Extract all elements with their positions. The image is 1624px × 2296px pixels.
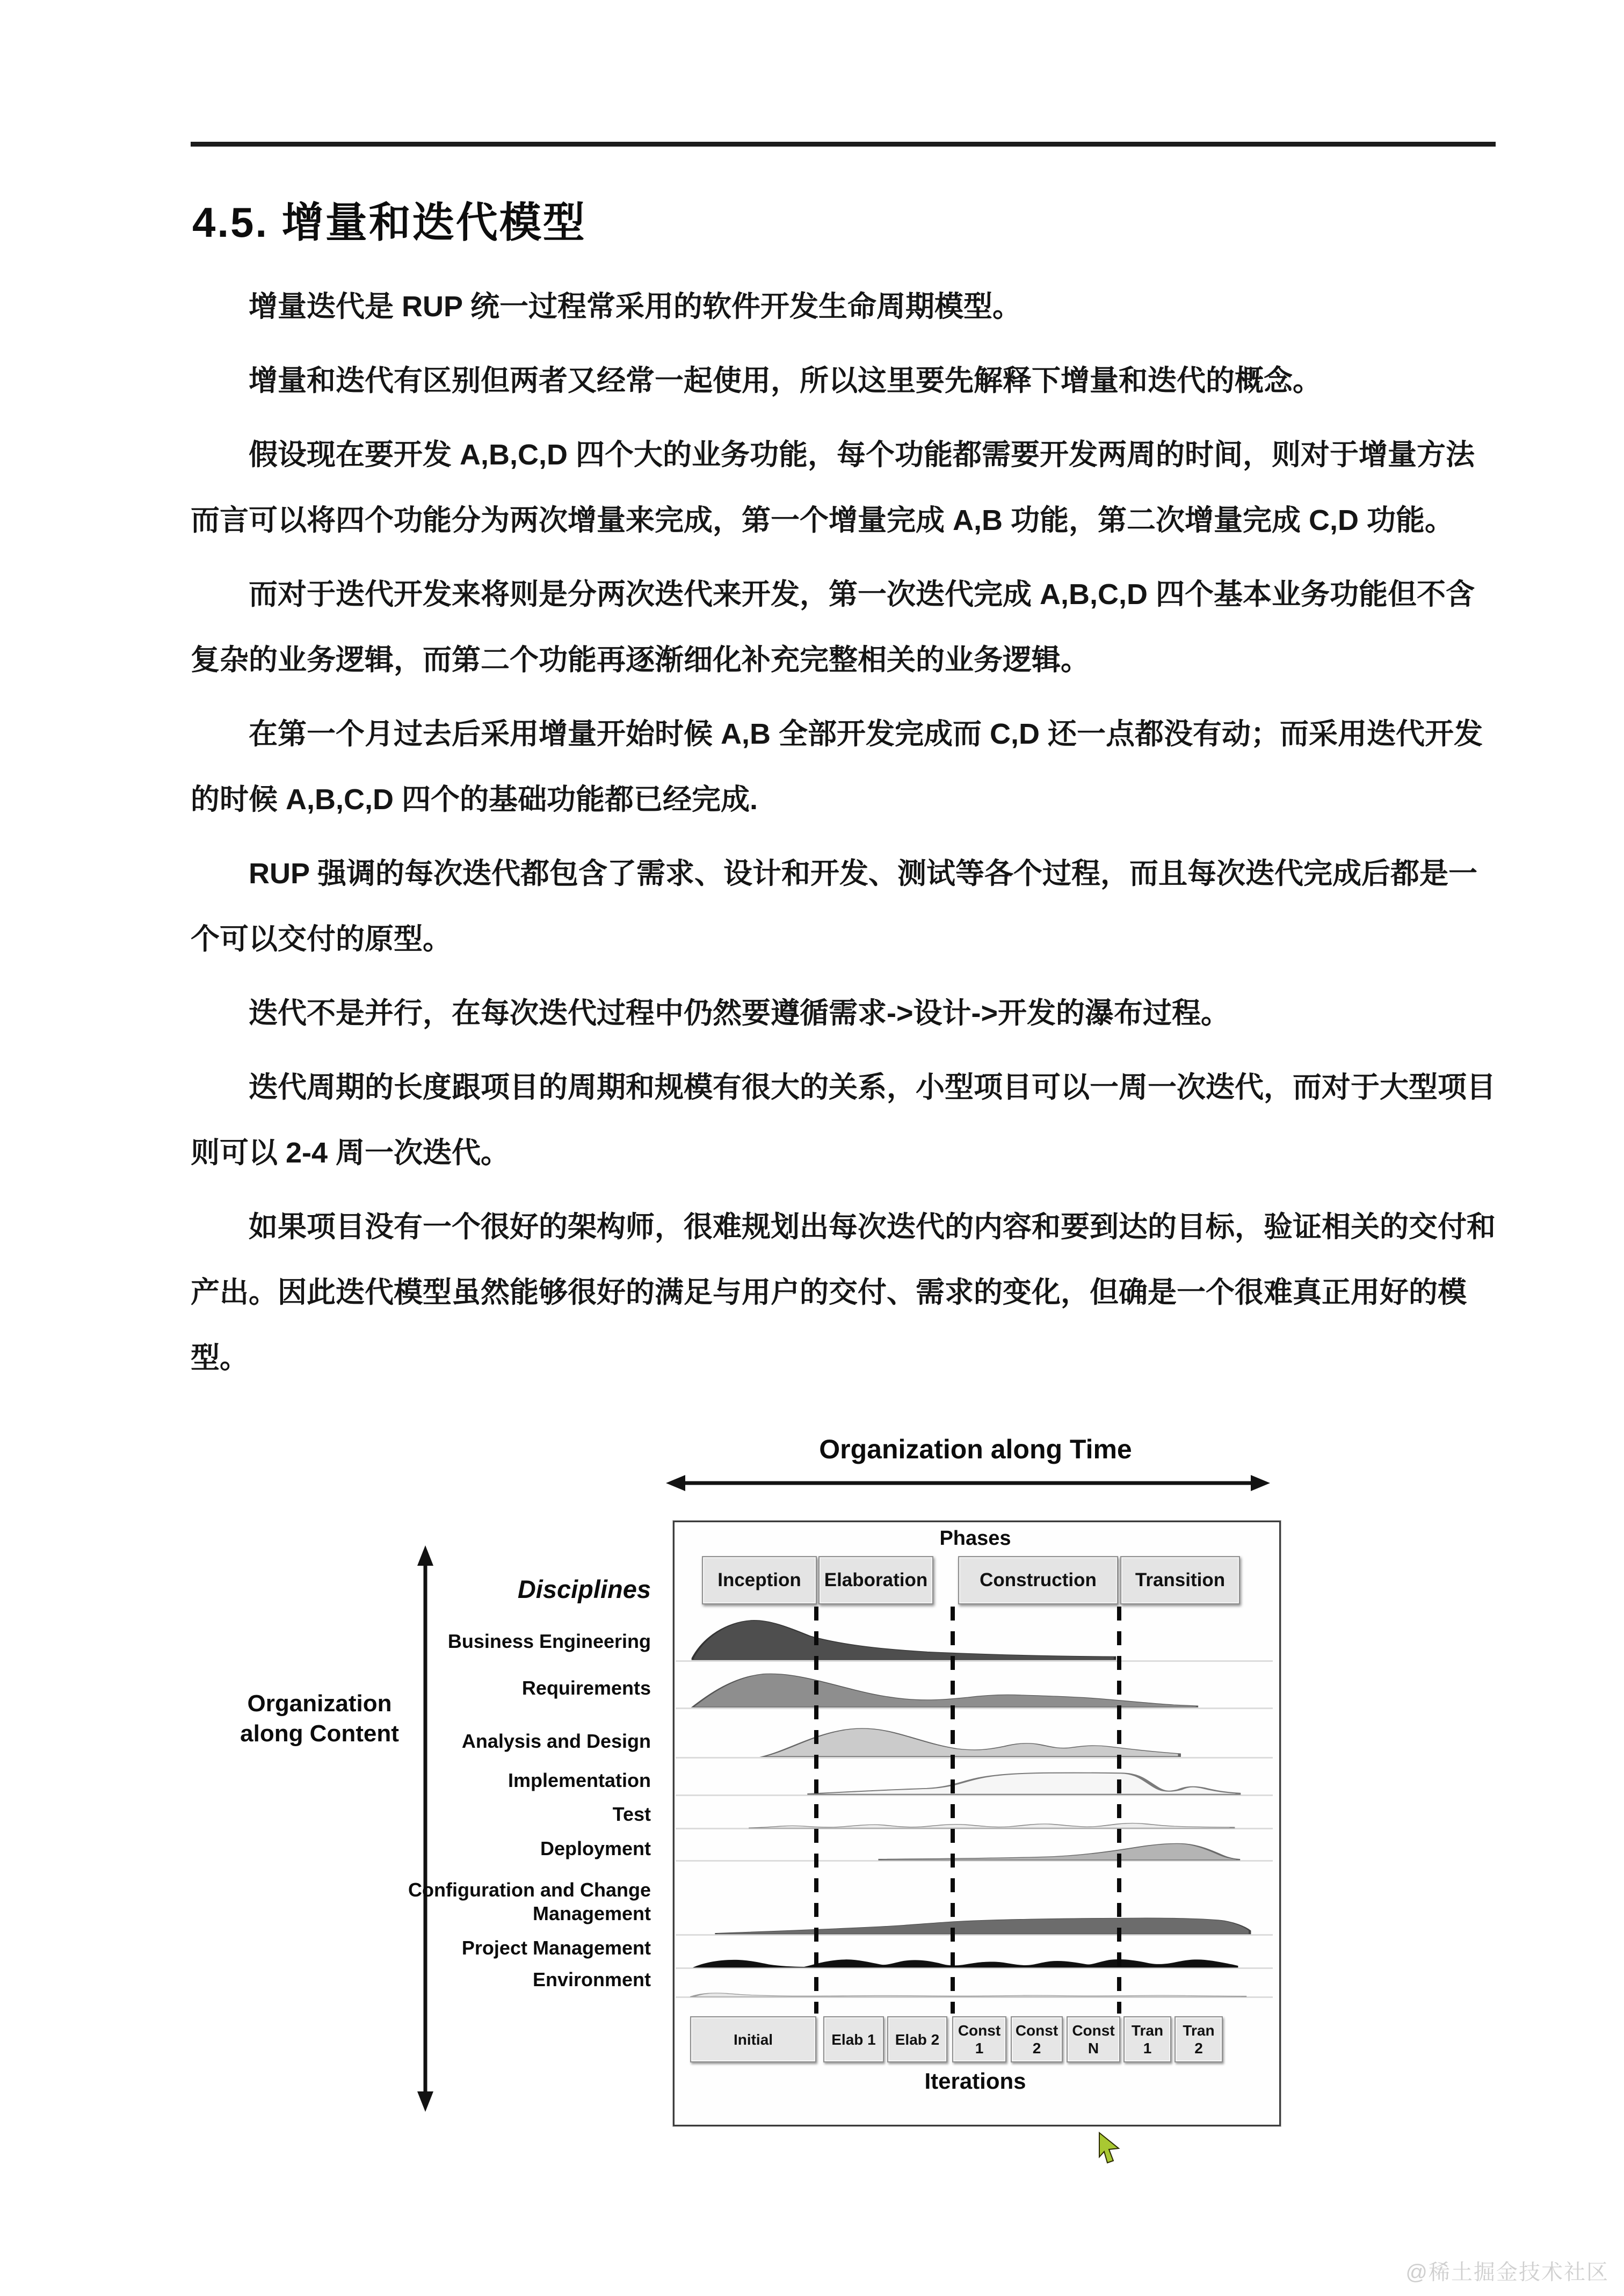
paragraph: 而对于迭代开发来将则是分两次迭代来开发，第一次迭代完成 A,B,C,D 四个基本业务功能但不含复杂的业务逻辑，而第二个功能再逐渐细化补充完整相关的业务逻辑。	[191, 578, 1475, 676]
rup-phases-figure	[0, 1418, 1624, 2180]
discipline-label-deployment: Deployment	[540, 1837, 651, 1859]
hump-analysis-and-design	[681, 1715, 1267, 1758]
phase-boundary-line	[1117, 1607, 1121, 2014]
phase-inception: Inception	[702, 1556, 817, 1604]
paragraph: 在第一个月过去后采用增量开始时候 A,B 全部开发完成而 C,D 还一点都没有动；而采用迭代开发的时候 A,B,C,D 四个的基础功能都已经完成.	[191, 718, 1483, 816]
paragraph: 迭代不是并行，在每次迭代过程中仍然要遵循需求->设计->开发的瀑布过程。	[249, 997, 1230, 1029]
iteration-tran-1: Tran 1	[1123, 2016, 1171, 2062]
paragraph: 增量和迭代有区别但两者又经常一起使用，所以这里要先解释下增量和迭代的概念。	[249, 365, 1322, 397]
iteration-const-n: Const N	[1067, 2016, 1120, 2062]
discipline-label-project-management: Project Management	[461, 1937, 651, 1959]
discipline-label-analysis-and-design: Analysis and Design	[461, 1730, 651, 1752]
iteration-initial: Initial	[690, 2016, 816, 2062]
hump-requirements	[681, 1663, 1267, 1709]
iteration-elab-2: Elab 2	[887, 2016, 947, 2062]
horizontal-double-arrow	[666, 1471, 1270, 1495]
header-rule	[191, 142, 1496, 147]
discipline-label-test: Test	[612, 1803, 651, 1825]
discipline-label-environment: Environment	[532, 1968, 651, 1990]
hump-implementation	[681, 1760, 1267, 1796]
iteration-const-2: Const 2	[1011, 2016, 1063, 2062]
phase-transition: Transition	[1120, 1556, 1240, 1604]
paragraph: 增量迭代是 RUP 统一过程常采用的软件开发生命周期模型。	[249, 290, 1022, 323]
discipline-label-business-engineering: Business Engineering	[447, 1630, 651, 1652]
body-text	[191, 274, 1496, 1399]
hump-deployment	[681, 1830, 1267, 1861]
iteration-elab-1: Elab 1	[823, 2016, 884, 2062]
site-watermark: @稀土掘金技术社区	[1405, 2261, 1609, 2284]
phase-boundary-line	[951, 1607, 955, 2014]
discipline-label-requirements: Requirements	[521, 1677, 651, 1699]
hump-environment	[681, 1977, 1267, 1997]
hump-business-engineering	[681, 1614, 1267, 1661]
paragraph: 如果项目没有一个很好的架构师，很难规划出每次迭代的内容和要到达的目标，验证相关的交付和产出。因此迭代模型虽然能够很好的满足与用户的交付、需求的变化，但确是一个很难真正用好的模型。	[191, 1211, 1496, 1374]
mouse-cursor-icon	[1097, 2132, 1122, 2165]
discipline-label-configuration-change-management: Configuration and Change Management	[408, 1879, 651, 1924]
iterations-title: Iterations	[924, 2068, 1026, 2094]
phase-boundary-line	[814, 1607, 818, 2014]
content-axis-title: Organization along Content	[240, 1690, 399, 1747]
phase-construction: Construction	[958, 1556, 1118, 1604]
iteration-const-1: Const 1	[952, 2016, 1006, 2062]
paragraph: 迭代周期的长度跟项目的周期和规模有很大的关系，小型项目可以一周一次迭代，而对于大型项目则可以 2-4 周一次迭代。	[191, 1071, 1496, 1169]
section-title: 4.5. 增量和迭代模型	[192, 199, 586, 246]
paragraph: RUP 强调的每次迭代都包含了需求、设计和开发、测试等各个过程，而且每次迭代完成后都是一个可以交付的原型。	[191, 858, 1478, 955]
discipline-label-implementation: Implementation	[508, 1769, 651, 1791]
paragraph: 假设现在要开发 A,B,C,D 四个大的业务功能，每个功能都需要开发两周的时间，则对于增量方法而言可以将四个功能分为两次增量来完成，第一个增量完成 A,B 功能，第二次增量完成 C,D 功能。	[191, 439, 1475, 536]
phases-title: Phases	[939, 1527, 1011, 1550]
time-axis-title: Organization along Time	[819, 1434, 1132, 1464]
hump-project-management	[681, 1942, 1267, 1968]
hump-test	[681, 1806, 1267, 1829]
phase-elaboration: Elaboration	[818, 1556, 933, 1604]
hump-configuration-change-management	[681, 1901, 1267, 1935]
iteration-tran-2: Tran 2	[1175, 2016, 1223, 2062]
disciplines-title: Disciplines	[517, 1575, 651, 1603]
